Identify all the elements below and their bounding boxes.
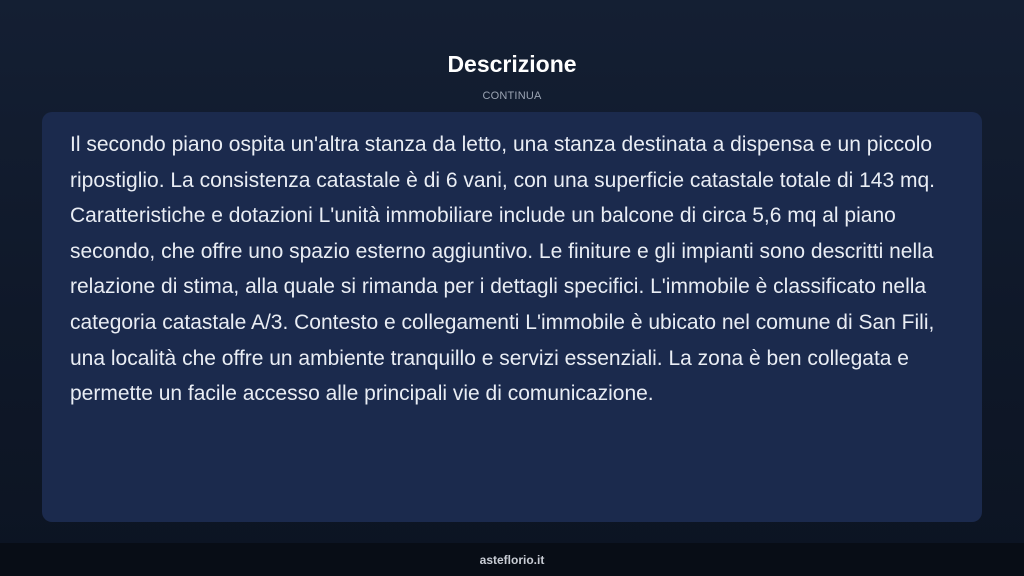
page-subtitle: CONTINUA [482, 90, 542, 102]
footer-bar [0, 543, 1024, 576]
footer-brand: asteflorio.it [479, 553, 545, 567]
description-card [42, 112, 982, 522]
page-title: Descrizione [447, 51, 577, 77]
description-text: Il secondo piano ospita un'altra stanza da letto, una stanza destinata a dispensa e un piccolo ripostiglio. La consistenza catastale è di 6 vani, con una superficie catastale totale di 143 mq. Caratteristiche e dotazioni L'unità immobiliare include un balcone di circa 5,6 mq al piano secondo, che offre uno spazio esterno aggiuntivo. Le finiture e gli impianti sono descritti nella relazione di stima, alla quale si rimanda per i dettagli specifici. L'immobile è classificato nella categoria catastale A/3. Contesto e collegamenti L'immobile è ubicato nel comune di San Fili, una località che offre un ambiente tranquillo e servizi essenziali. La zona è ben collegata e permette un facile accesso alle principali vie di comunicazione. [70, 133, 936, 406]
